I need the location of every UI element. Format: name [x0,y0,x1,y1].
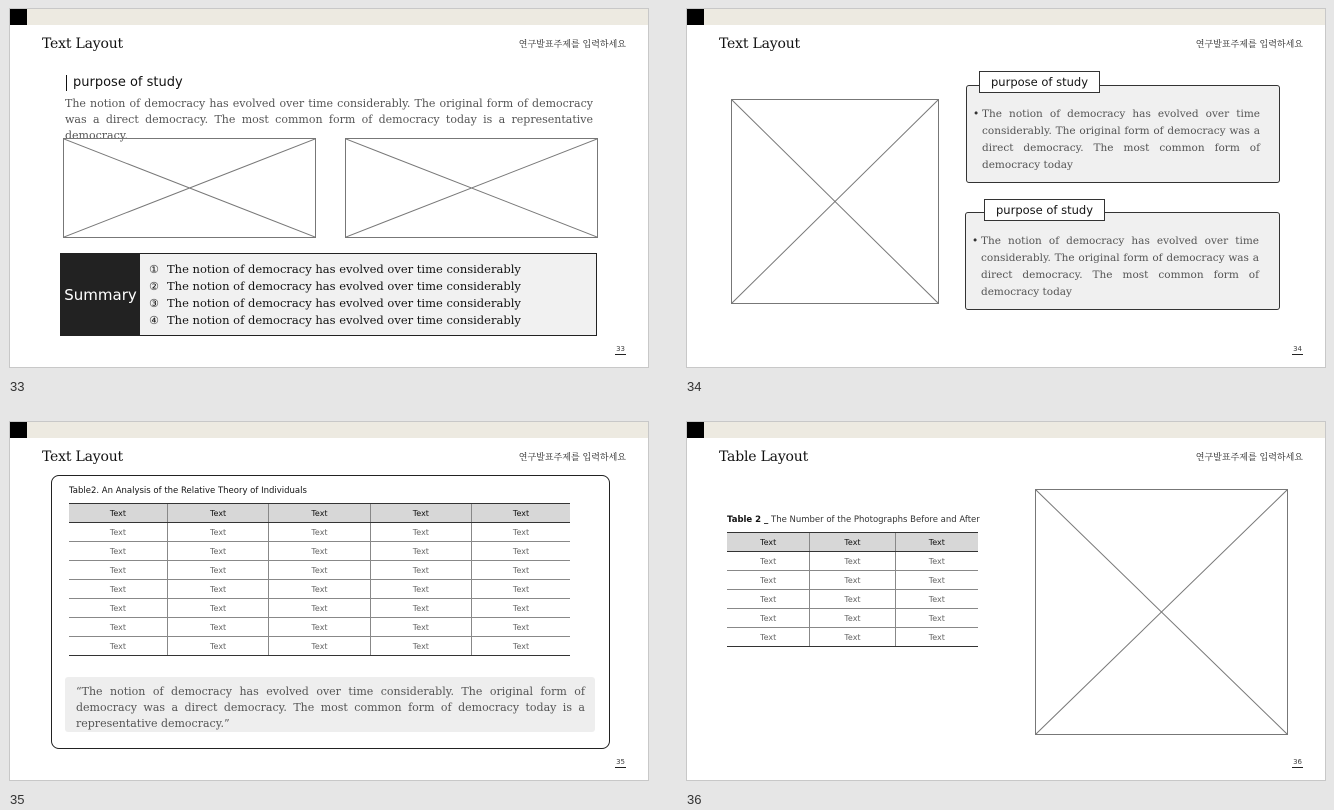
table-cell: Text [810,609,895,628]
text-box-bottom [965,212,1280,310]
table-header-row [727,533,978,552]
table-cell: Text [167,599,268,618]
table-cell: Text [472,599,570,618]
table-cell: Text [895,552,978,571]
slide-number-label: 35 [10,792,25,807]
table-cell: Text [269,637,370,656]
table-header-cell: Text [370,504,471,523]
slide-corner-mark [10,422,27,438]
summary-item [149,312,521,329]
table-row [727,571,978,590]
table-row [69,580,570,599]
image-placeholder-right [345,138,598,238]
table-cell: Text [370,637,471,656]
text-box-tag-top: purpose of study [979,71,1100,93]
text-box-body [973,106,1260,174]
table-cell: Text [727,571,810,590]
table-caption: Table2. An Analysis of the Relative Theory of Individuals [69,486,307,496]
table-cell: Text [370,618,471,637]
table-caption [727,515,980,525]
slide-number-label: 36 [687,792,702,807]
table-cell: Text [370,561,471,580]
image-placeholder-left [63,138,316,238]
table-row [69,542,570,561]
table-cell: Text [69,523,167,542]
slide-number-label: 33 [10,379,25,394]
image-placeholder [1035,489,1288,735]
table-cell: Text [472,637,570,656]
circled-number: ④ [149,314,159,327]
table-cell: Text [69,599,167,618]
table-cell: Text [727,552,810,571]
section-heading: purpose of study [66,75,183,91]
table-cell: Text [269,618,370,637]
slide-header-topic: 연구발표주제를 입력하세요 [518,453,626,463]
slide-thumbnail-34[interactable] [686,8,1326,368]
summary-item-text: The notion of democracy has evolved over time considerably [167,262,521,276]
bullet-icon: • [973,108,980,120]
table-caption-text: The Number of the Photographs Before and After [768,515,980,525]
slide-number-label: 34 [687,379,702,394]
slide-corner-mark [687,9,704,25]
table-row [69,637,570,656]
slide-header-topic: 연구발표주제를 입력하세요 [1195,40,1303,50]
slide-thumbnail-35[interactable] [9,421,649,781]
slide-top-bar [10,9,648,25]
table-cell: Text [472,542,570,561]
table-cell: Text [167,580,268,599]
summary-item-text: The notion of democracy has evolved over time considerably [167,313,521,327]
summary-item [149,278,521,295]
slide-header-topic: 연구발표주제를 입력하세요 [518,40,626,50]
table-row [69,618,570,637]
table-cell: Text [727,609,810,628]
slide-page-number: 35 [616,758,625,766]
table-cell: Text [167,561,268,580]
text-box-top [966,85,1280,183]
table-cell: Text [370,523,471,542]
slide-top-bar [687,9,1325,25]
table-row [69,561,570,580]
text-box-text: The notion of democracy has evolved over time considerably. The original form of democracy was a direct democracy. The most common form of democracy today [982,108,1260,171]
slide-title: Text Layout [719,36,800,52]
data-table [727,532,978,647]
text-box-text: The notion of democracy has evolved over time considerably. The original form of democracy was a direct democracy. The most common form of democracy today [981,235,1259,298]
data-table [69,503,570,656]
table-header-cell: Text [895,533,978,552]
table-header-cell: Text [69,504,167,523]
table-cell: Text [895,628,978,647]
table-cell: Text [370,580,471,599]
summary-label: Summary [61,254,140,335]
table-row [727,552,978,571]
bullet-icon: • [972,235,979,247]
slide-corner-mark [687,422,704,438]
table-row [727,609,978,628]
image-placeholder [731,99,939,304]
slide-top-bar [687,422,1325,438]
table-header-row [69,504,570,523]
table-cell: Text [167,523,268,542]
slide-thumbnail-33[interactable] [9,8,649,368]
summary-item-text: The notion of democracy has evolved over time considerably [167,296,521,310]
slide-title: Text Layout [42,36,123,52]
table-cell: Text [167,542,268,561]
table-cell: Text [472,561,570,580]
table-header-cell: Text [472,504,570,523]
table-cell: Text [727,628,810,647]
table-cell: Text [269,542,370,561]
summary-list [149,261,521,329]
table-cell: Text [895,571,978,590]
text-box-tag-bottom: purpose of study [984,199,1105,221]
circled-number: ① [149,263,159,276]
table-header-cell: Text [167,504,268,523]
table-cell: Text [269,599,370,618]
table-cell: Text [370,599,471,618]
summary-item [149,295,521,312]
table-caption-bold: Table 2 _ [727,515,769,525]
text-box-body [972,233,1259,301]
table-header-cell: Text [727,533,810,552]
table-cell: Text [810,590,895,609]
table-row [727,590,978,609]
table-cell: Text [69,618,167,637]
table-cell: Text [727,590,810,609]
table-cell: Text [472,523,570,542]
table-cell: Text [370,542,471,561]
body-paragraph: The notion of democracy has evolved over time considerably. The original form of democracy was a direct democracy. The most common form of democracy today is a representative democracy. [65,97,593,142]
table-row [69,599,570,618]
slide-title: Text Layout [42,449,123,465]
table-cell: Text [269,561,370,580]
table-row [727,628,978,647]
table-cell: Text [167,637,268,656]
table-header-cell: Text [810,533,895,552]
table-cell: Text [69,637,167,656]
table-cell: Text [69,580,167,599]
summary-item [149,261,521,278]
table-cell: Text [810,571,895,590]
slide-top-bar [10,422,648,438]
slide-corner-mark [10,9,27,25]
circled-number: ② [149,280,159,293]
circled-number: ③ [149,297,159,310]
table-row [69,523,570,542]
table-cell: Text [895,590,978,609]
slide-page-number: 34 [1293,345,1302,353]
summary-box [60,253,597,336]
table-cell: Text [810,628,895,647]
table-cell: Text [167,618,268,637]
quote-box: “The notion of democracy has evolved over time considerably. The original form of democracy was a direct democracy. The most common form of democracy today is a representative democracy.” [65,677,595,732]
table-cell: Text [472,580,570,599]
slide-header-topic: 연구발표주제를 입력하세요 [1195,453,1303,463]
table-cell: Text [269,580,370,599]
slide-title: Table Layout [719,449,808,465]
table-header-cell: Text [269,504,370,523]
slide-page-number: 36 [1293,758,1302,766]
table-cell: Text [810,552,895,571]
table-cell: Text [895,609,978,628]
table-cell: Text [269,523,370,542]
slide-thumbnail-36[interactable] [686,421,1326,781]
summary-item-text: The notion of democracy has evolved over time considerably [167,279,521,293]
table-cell: Text [69,561,167,580]
table-cell: Text [472,618,570,637]
table-cell: Text [69,542,167,561]
slide-page-number: 33 [616,345,625,353]
